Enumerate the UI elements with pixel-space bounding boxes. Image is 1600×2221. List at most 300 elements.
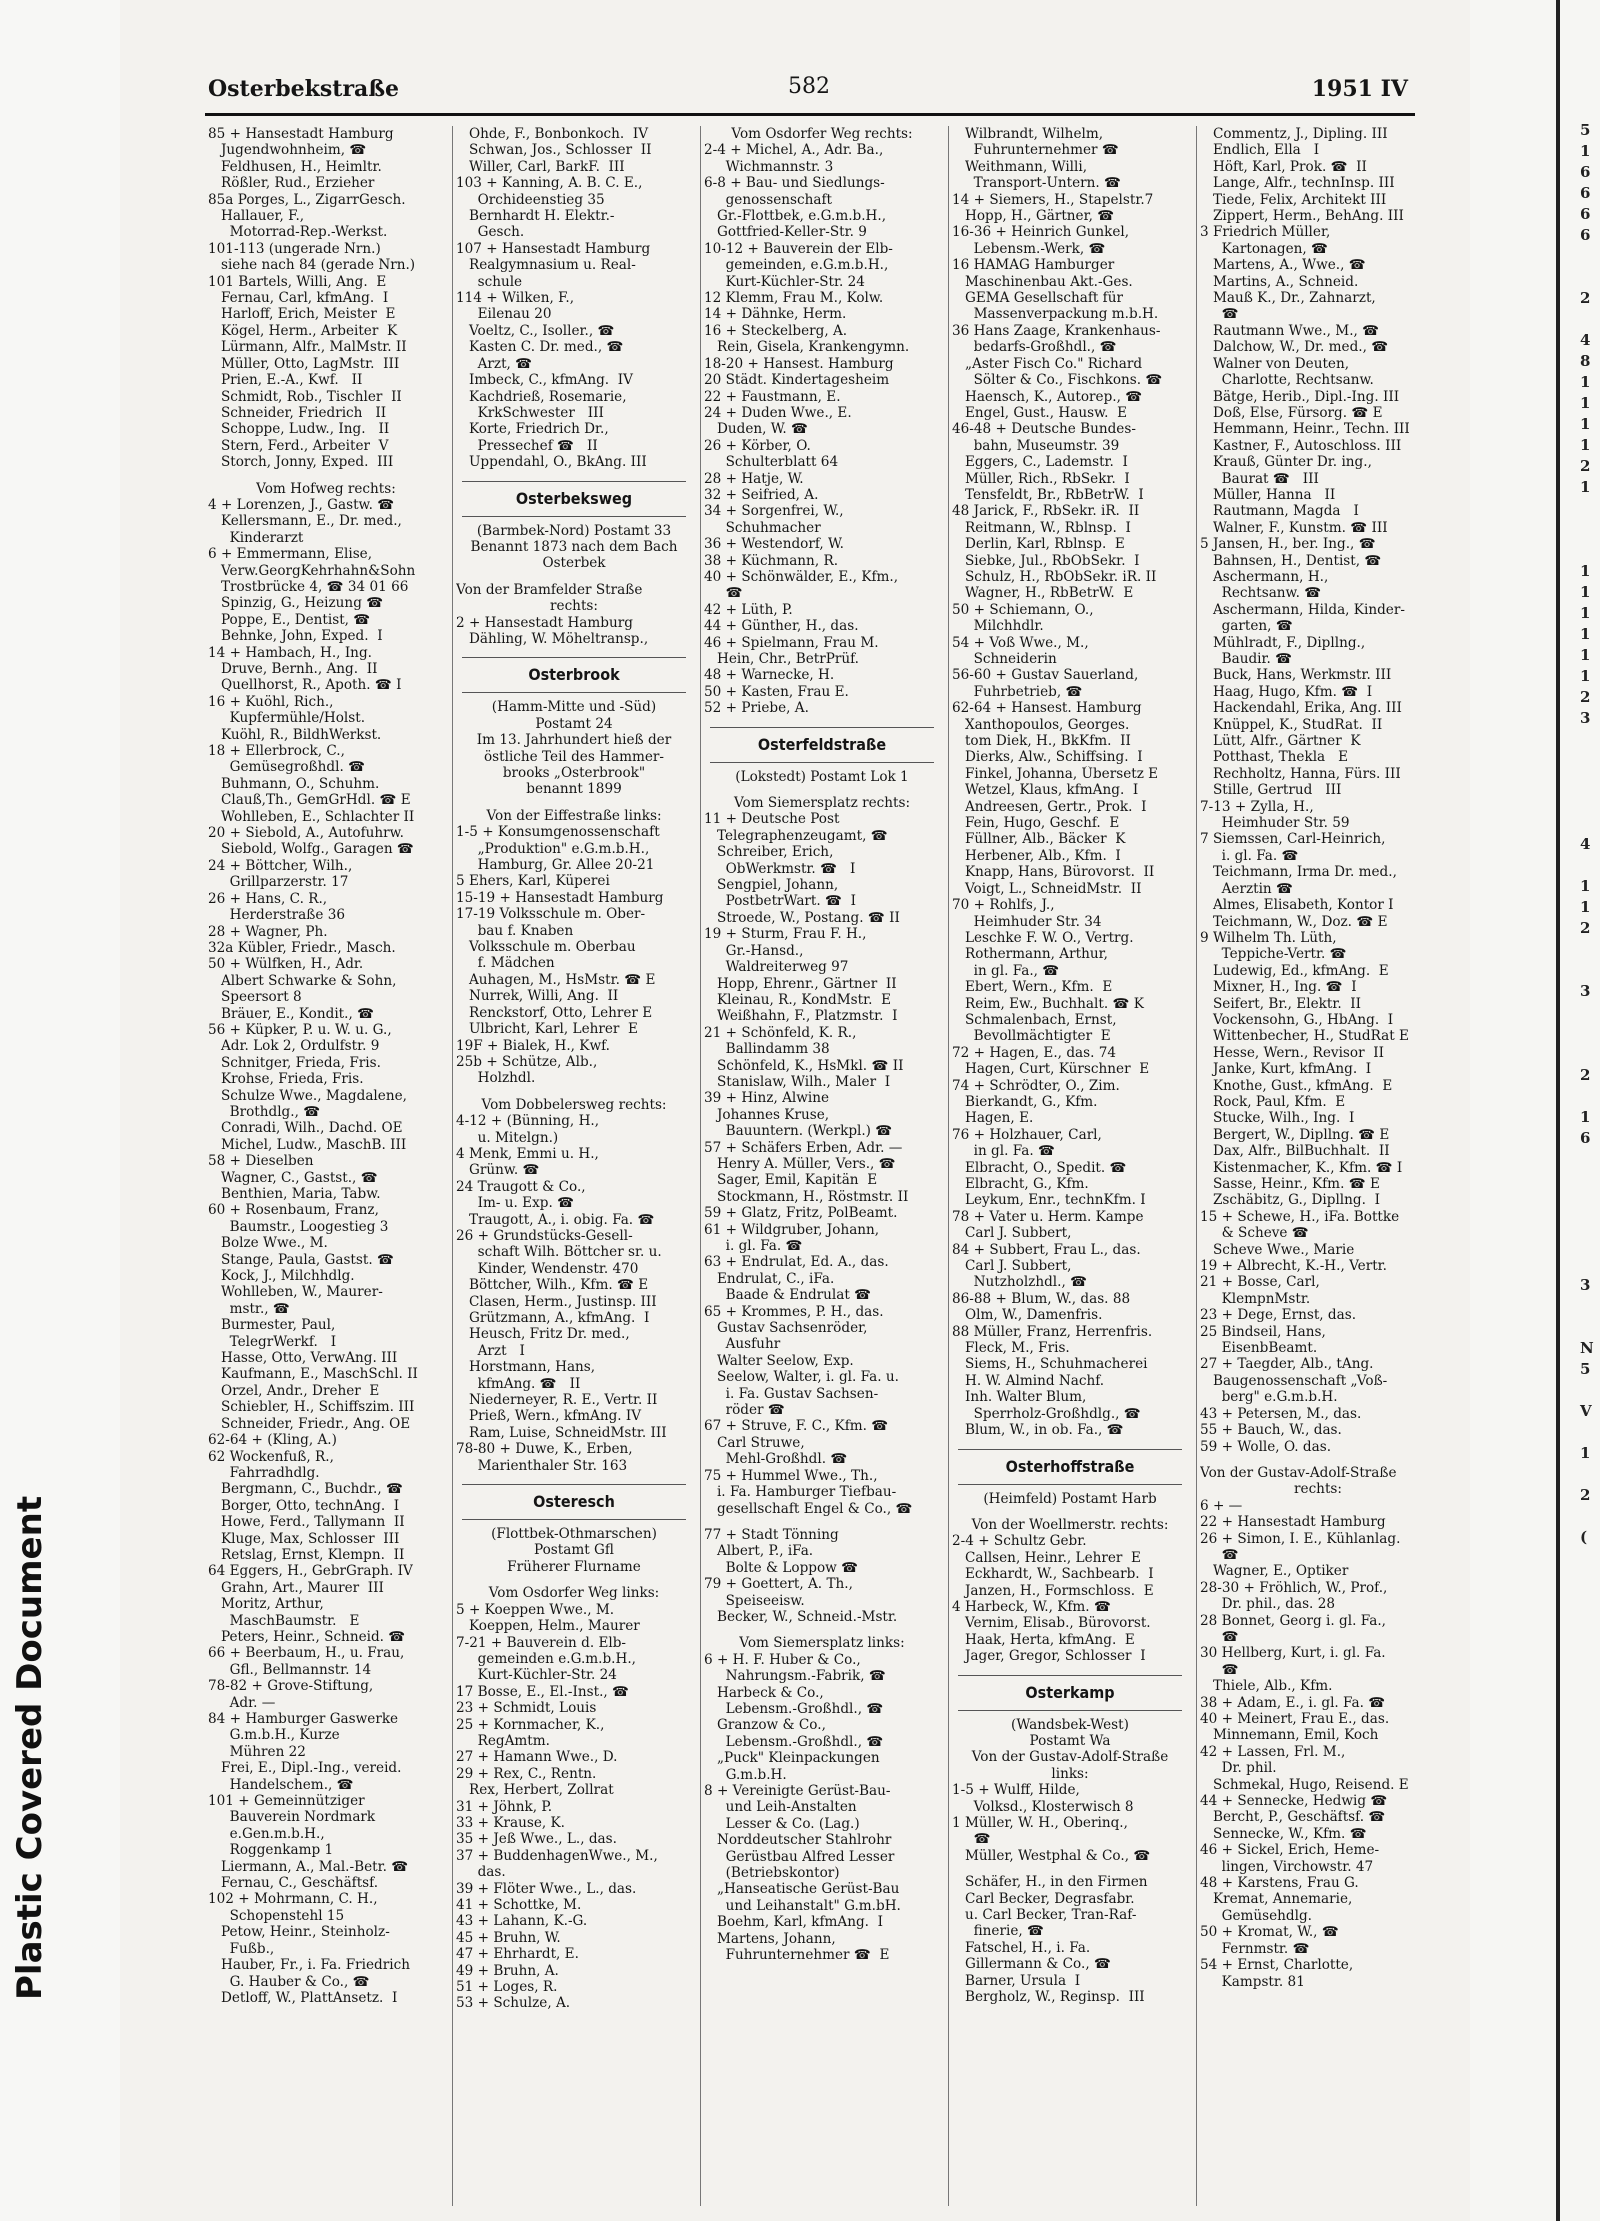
directory-entry: 36 Hans Zaage, Krankenhaus- bbox=[952, 322, 1161, 339]
directory-entry: 17 Bosse, E., El.-Inst., ☎ bbox=[456, 1683, 629, 1700]
directory-entry: 31 + Jöhnk, P. bbox=[456, 1798, 553, 1815]
directory-entry: 63 + Endrulat, Ed. A., das. bbox=[704, 1254, 889, 1271]
directory-entry: Ram, Luise, SchneidMstr. III bbox=[456, 1424, 667, 1441]
fore-edge-char bbox=[1580, 1149, 1600, 1170]
directory-entry: 49 + Bruhn, A. bbox=[456, 1962, 559, 1979]
directory-entry: Rock, Paul, Kfm. E bbox=[1200, 1093, 1346, 1110]
fore-edge-char: 1 bbox=[1580, 877, 1591, 895]
directory-entry: Martins, A., Schneid. bbox=[1200, 273, 1359, 290]
directory-entry: Siebke, Jul., RbObSekr. I bbox=[952, 552, 1140, 569]
directory-entry: Eckhardt, W., Sachbearb. I bbox=[952, 1566, 1154, 1583]
fore-edge-char bbox=[1580, 246, 1600, 267]
edition-year: 1951 IV bbox=[1311, 76, 1408, 102]
directory-entry: Voeltz, C., Isoller., ☎ bbox=[456, 322, 615, 339]
directory-entry: Schmidt, Rob., Tischler II bbox=[208, 388, 402, 405]
directory-entry: 19 + Albrecht, K.-H., Vertr. bbox=[1200, 1258, 1387, 1275]
directory-entry: Finkel, Johanna, Übersetz E bbox=[952, 765, 1159, 782]
directory-entry: Dr. phil. bbox=[1200, 1760, 1277, 1777]
column-1 bbox=[208, 126, 444, 2006]
fore-edge-char bbox=[1580, 771, 1600, 792]
directory-entry: Kluge, Max, Schlosser III bbox=[208, 1530, 400, 1547]
fore-edge-char bbox=[1580, 1422, 1600, 1443]
directory-entry: 9 Wilhelm Th. Lüth, bbox=[1200, 929, 1337, 946]
directory-entry: 25b + Schütze, Alb., bbox=[456, 1053, 598, 1070]
directory-entry: 18 + Ellerbrock, C., bbox=[208, 743, 345, 760]
street-section-heading bbox=[456, 481, 692, 517]
directory-entry: 101 + Gemeinnütziger bbox=[208, 1793, 365, 1810]
directory-entry: Fuhrunternehmer ☎ bbox=[952, 142, 1119, 159]
spacer bbox=[456, 1087, 692, 1097]
directory-entry: 7-21 + Bauverein d. Elb- bbox=[456, 1634, 627, 1651]
directory-entry: Kinderarzt bbox=[208, 529, 304, 546]
directory-entry: Wohlleben, W., Maurer- bbox=[208, 1284, 383, 1301]
directory-entry: Sölter & Co., Fischkons. ☎ bbox=[952, 372, 1163, 389]
directory-entry: Hein, Chr., BetrPrüf. bbox=[704, 651, 859, 667]
directory-entry: Elbracht, G., Kfm. bbox=[952, 1176, 1089, 1192]
directory-entry: Lesser & Co. (Lag.) bbox=[704, 1815, 860, 1832]
directory-entry: bau f. Knaben bbox=[456, 922, 574, 939]
directory-entry: 21 + Schönfeld, K. R., bbox=[704, 1024, 857, 1041]
directory-entry: 5 Ehers, Karl, Küperei bbox=[456, 873, 610, 890]
directory-entry: Schönfeld, K., HsMkl. ☎ II bbox=[704, 1057, 904, 1074]
fore-edge-char: 1 bbox=[1580, 436, 1591, 454]
directory-entry: RegAmtm. bbox=[456, 1732, 550, 1749]
directory-entry: 46-48 + Deutsche Bundes- bbox=[952, 421, 1136, 438]
directory-entry: 24 Traugott & Co., bbox=[456, 1178, 586, 1195]
directory-entry: Massenverpackung m.b.H. bbox=[952, 306, 1159, 323]
street-info-line: (Heimfeld) Postamt Harb bbox=[983, 1490, 1157, 1507]
directory-entry: 64 Eggers, H., GebrGraph. IV bbox=[208, 1563, 413, 1580]
directory-entry: Ohde, F., Bonbonkoch. IV bbox=[456, 126, 649, 142]
directory-entry: bahn, Museumstr. 39 bbox=[952, 437, 1120, 454]
directory-entry: Olm, W., Damenfris. bbox=[952, 1307, 1103, 1324]
directory-entry: Leschke F. W. O., Vertrg. bbox=[952, 929, 1134, 946]
directory-entry: 65 + Krommes, P. H., das. bbox=[704, 1303, 884, 1320]
spacer bbox=[952, 1864, 1188, 1874]
directory-entry: 36 + Westendorf, W. bbox=[704, 536, 844, 553]
fore-edge-char bbox=[1580, 1233, 1600, 1254]
directory-entry: i. gl. Fa. ☎ bbox=[704, 1238, 803, 1254]
directory-entry: 56 + Küpker, P. u. W. u. G., bbox=[208, 1021, 392, 1038]
directory-entry: Speersort 8 bbox=[208, 989, 302, 1006]
directory-entry: Renckstorf, Otto, Lehrer E bbox=[456, 1004, 653, 1021]
directory-entry: Scheve Wwe., Marie bbox=[1200, 1241, 1355, 1258]
directory-entry: Jager, Gregor, Schlosser I bbox=[952, 1648, 1146, 1665]
directory-entry: schule bbox=[456, 273, 523, 290]
directory-entry: 103 + Kanning, A. B. C. E., bbox=[456, 175, 643, 192]
direction-heading: rechts: bbox=[550, 598, 598, 615]
directory-entry: 30 Hellberg, Kurt, i. gl. Fa. bbox=[1200, 1645, 1386, 1662]
directory-entry: f. Mädchen bbox=[456, 955, 555, 972]
directory-entry: KlempnMstr. bbox=[1200, 1290, 1311, 1307]
directory-entry: Bergmann, C., Buchdr., ☎ bbox=[208, 1481, 403, 1498]
directory-entry: Adr. Lok 2, Ordulfstr. 9 bbox=[208, 1038, 380, 1055]
direction-heading: Von der Woellmerstr. rechts: bbox=[971, 1516, 1169, 1533]
directory-entry: 16 HAMAG Hamburger bbox=[952, 257, 1115, 274]
directory-entry: Kremat, Annemarie, bbox=[1200, 1891, 1353, 1908]
directory-entry: Walner, F., Kunstm. ☎ III bbox=[1200, 519, 1388, 536]
directory-entry: 59 + Glatz, Fritz, PolBeamt. bbox=[704, 1205, 898, 1222]
fore-edge-char bbox=[1580, 1569, 1600, 1590]
directory-entry: Nahrungsm.-Fabrik, ☎ bbox=[704, 1668, 886, 1685]
directory-entry: 79 + Goettert, A. Th., bbox=[704, 1576, 853, 1593]
directory-entry: „Aster Fisch Co." Richard bbox=[952, 355, 1143, 372]
directory-entry: gemeinden, e.G.m.b.H., bbox=[704, 257, 889, 274]
directory-entry: Schulze Wwe., Magdalene, bbox=[208, 1087, 407, 1104]
directory-entry: 25 + Kornmacher, K., bbox=[456, 1716, 605, 1733]
directory-entry: Stern, Ferd., Arbeiter V bbox=[208, 437, 389, 454]
directory-entry: Haak, Herta, kfmAng. E bbox=[952, 1631, 1135, 1648]
street-section-heading bbox=[952, 1675, 1188, 1711]
directory-entry: Aschermann, Hilda, Kinder- bbox=[1200, 601, 1405, 618]
directory-entry: Andreesen, Gertr., Prok. I bbox=[952, 798, 1147, 815]
fore-edge-char: 1 bbox=[1580, 142, 1591, 160]
directory-entry: Speiseeisw. bbox=[704, 1592, 805, 1609]
directory-entry: 3 Friedrich Müller, bbox=[1200, 224, 1331, 241]
fore-edge-char: 1 bbox=[1580, 373, 1591, 391]
directory-entry: „Puck" Kleinpackungen bbox=[704, 1750, 880, 1767]
directory-entry: Prien, E.-A., Kwf. II bbox=[208, 372, 363, 389]
directory-entry: 26 + Körber, O. bbox=[704, 437, 811, 454]
directory-entry: Müller, Westphal & Co., ☎ bbox=[952, 1847, 1151, 1864]
directory-entry: Vernim, Elisab., Bürovorst. bbox=[952, 1615, 1151, 1632]
directory-entry: Rößler, Rud., Erzieher bbox=[208, 175, 375, 192]
directory-entry: Böttcher, Wilh., Kfm. ☎ E bbox=[456, 1277, 649, 1294]
directory-entry: Leykum, Enr., technKfm. I bbox=[952, 1192, 1146, 1209]
fore-edge-char bbox=[1580, 792, 1600, 813]
directory-entry: tom Diek, H., BkKfm. II bbox=[952, 733, 1131, 750]
directory-entry: Charlotte, Rechtsanw. bbox=[1200, 372, 1374, 389]
street-info-line: Im 13. Jahrhundert hieß der bbox=[476, 732, 672, 749]
directory-entry: 7 Siemssen, Carl-Heinrich, bbox=[1200, 831, 1386, 848]
directory-entry: 50 + Wülfken, H., Adr. bbox=[208, 956, 364, 973]
directory-entry: Im- u. Exp. ☎ bbox=[456, 1195, 575, 1212]
directory-entry: 11 + Deutsche Post bbox=[704, 811, 840, 828]
directory-entry: Holzhdl. bbox=[456, 1070, 536, 1087]
section-rule bbox=[462, 692, 686, 693]
section-rule bbox=[958, 1710, 1182, 1711]
plastic-covered-stamp: Plastic Covered Document bbox=[10, 1495, 50, 2000]
directory-entry: Thiele, Alb., Kfm. bbox=[1200, 1678, 1333, 1695]
directory-entry: Rein, Gisela, Krankengymn. bbox=[704, 339, 910, 356]
directory-entry: 102 + Mohrmann, C. H., bbox=[208, 1891, 378, 1908]
directory-entry: 50 + Kasten, Frau E. bbox=[704, 683, 849, 700]
directory-entry: Rautmann Wwe., M., ☎ bbox=[1200, 322, 1380, 339]
directory-entry: Gr.-Hansd., bbox=[704, 942, 804, 959]
directory-entry: TelegrWerkf. I bbox=[208, 1333, 337, 1350]
directory-entry: Bauuntern. (Werkpl.) ☎ bbox=[704, 1123, 893, 1140]
directory-entry: 46 + Spielmann, Frau M. bbox=[704, 634, 879, 651]
directory-entry: 42 + Lassen, Frl. M., bbox=[1200, 1743, 1346, 1760]
directory-entry: Rechtsanw. ☎ bbox=[1200, 585, 1322, 602]
directory-entry: 114 + Wilken, F., bbox=[456, 290, 575, 307]
directory-entry: ☎ bbox=[952, 1831, 991, 1848]
directory-entry: Gesch. bbox=[456, 224, 525, 241]
directory-entry: Schmalenbach, Ernst, bbox=[952, 1011, 1117, 1028]
directory-entry: Bergert, W., Dipllng. ☎ E bbox=[1200, 1126, 1390, 1143]
directory-entry: EisenbBeamt. bbox=[1200, 1340, 1318, 1357]
directory-entry: Henry A. Müller, Vers., ☎ bbox=[704, 1155, 896, 1172]
fore-edge-char bbox=[1580, 939, 1600, 960]
directory-entry: Martens, Johann, bbox=[704, 1930, 836, 1947]
directory-entry: Teppiche-Vertr. ☎ bbox=[1200, 946, 1347, 963]
directory-entry: Albert, P., iFa. bbox=[704, 1543, 814, 1560]
street-info-line: (Flottbek-Othmarschen) bbox=[491, 1526, 657, 1543]
directory-entry: Hesse, Wern., Revisor II bbox=[1200, 1044, 1384, 1061]
fore-edge-char: 6 bbox=[1580, 205, 1591, 223]
directory-entry: Handelschem., ☎ bbox=[208, 1776, 354, 1793]
directory-entry: 7-13 + Zylla, H., bbox=[1200, 798, 1314, 815]
column-divider bbox=[1196, 126, 1197, 2206]
directory-entry: 1-5 + Konsumgenossenschaft bbox=[456, 824, 660, 841]
directory-entry: Blum, W., in ob. Fa., ☎ bbox=[952, 1422, 1124, 1439]
directory-entry: Bauverein Nordmark bbox=[208, 1809, 376, 1826]
directory-entry: „Produktion" e.G.m.b.H., bbox=[456, 840, 650, 857]
directory-entry: Realgymnasium u. Real- bbox=[456, 257, 636, 274]
directory-entry: Füllner, Alb., Bäcker K bbox=[952, 831, 1126, 848]
directory-entry: Nutzholzhdl., ☎ bbox=[952, 1274, 1088, 1291]
directory-entry: Weithmann, Willi, bbox=[952, 158, 1088, 175]
directory-entry: Minnemann, Emil, Koch bbox=[1200, 1727, 1379, 1744]
directory-entry: Hagen, Curt, Kürschner E bbox=[952, 1061, 1150, 1078]
directory-entry: Zippert, Herm., BehAng. III bbox=[1200, 208, 1404, 225]
directory-entry: Kuöhl, R., BildhWerkst. bbox=[208, 726, 382, 743]
directory-entry: (Betriebskontor) bbox=[704, 1865, 840, 1882]
directory-entry: Carl Becker, Degrasfabr. bbox=[952, 1890, 1135, 1907]
directory-entry: MaschBaumstr. E bbox=[208, 1612, 360, 1629]
direction-heading: Vom Hofweg rechts: bbox=[256, 480, 396, 497]
directory-entry: 75 + Hummel Wwe., Th., bbox=[704, 1467, 878, 1484]
column-3 bbox=[704, 126, 940, 1963]
directory-entry: Koeppen, Helm., Maurer bbox=[456, 1618, 640, 1635]
directory-entry: 58 + Dieselben bbox=[208, 1153, 314, 1170]
directory-entry: Hopp, H., Gärtner, ☎ bbox=[952, 208, 1115, 225]
directory-entry: Marienthaler Str. 163 bbox=[456, 1457, 628, 1474]
directory-entry: Mehl-Großhdl. ☎ bbox=[704, 1451, 848, 1468]
directory-entry: Howe, Ferd., Tallymann II bbox=[208, 1514, 405, 1531]
directory-entry: 52 + Priebe, A. bbox=[704, 700, 809, 717]
directory-entry: Schulterblatt 64 bbox=[704, 454, 839, 471]
directory-entry: 42 + Lüth, P. bbox=[704, 601, 793, 618]
directory-entry: Peters, Heinr., Schneid. ☎ bbox=[208, 1628, 406, 1645]
directory-entry: Knothe, Gust., kfmAng. E bbox=[1200, 1077, 1393, 1094]
fore-edge-char: 1 bbox=[1580, 604, 1591, 622]
directory-entry: Auhagen, M., HsMstr. ☎ E bbox=[456, 971, 656, 988]
directory-entry: Commentz, J., Dipling. III bbox=[1200, 126, 1388, 142]
column-divider bbox=[948, 126, 949, 2206]
directory-entry: Roggenkamp 1 bbox=[208, 1842, 334, 1859]
directory-entry: Reim, Ew., Buchhalt. ☎ K bbox=[952, 995, 1144, 1012]
directory-entry: u. Mitelgn.) bbox=[456, 1129, 559, 1146]
directory-entry: Sengpiel, Johann, bbox=[704, 877, 839, 894]
directory-entry: Moritz, Arthur, bbox=[208, 1596, 324, 1613]
directory-entry: 32 + Seifried, A. bbox=[704, 486, 819, 503]
directory-entry: GEMA Gesellschaft für bbox=[952, 290, 1123, 307]
directory-entry: Gillermann & Co., ☎ bbox=[952, 1956, 1111, 1973]
directory-entry: & Scheve ☎ bbox=[1200, 1225, 1309, 1242]
directory-entry: Schiebler, H., Schiffszim. III bbox=[208, 1399, 415, 1416]
directory-entry: 6 + — bbox=[1200, 1497, 1243, 1514]
directory-entry: 14 + Hambach, H., Ing. bbox=[208, 644, 372, 661]
fore-edge-char: 5 bbox=[1580, 1360, 1591, 1378]
street-info-line: Postamt Gfl bbox=[534, 1542, 614, 1559]
directory-entry: 34 + Sorgenfrei, W., bbox=[704, 503, 844, 520]
fore-edge-char bbox=[1580, 309, 1600, 330]
directory-entry: 57 + Schäfers Erben, Adr. — bbox=[704, 1139, 903, 1156]
fore-edge-char: 2 bbox=[1580, 457, 1591, 475]
directory-entry: 43 + Lahann, K.-G. bbox=[456, 1913, 588, 1930]
directory-entry: Schmekal, Hugo, Reisend. E bbox=[1200, 1776, 1409, 1793]
directory-entry: Endrulat, C., iFa. bbox=[704, 1270, 835, 1287]
directory-entry: 2-4 + Michel, A., Adr. Ba., bbox=[704, 142, 884, 159]
directory-entry: Heusch, Fritz Dr. med., bbox=[456, 1326, 630, 1343]
directory-entry: Von der Gustav-Adolf-Straße bbox=[1200, 1464, 1397, 1481]
directory-entry: Buck, Hans, Werkmstr. III bbox=[1200, 667, 1392, 684]
directory-entry: Kleinau, R., KondMstr. E bbox=[704, 991, 891, 1008]
directory-entry: Almes, Elisabeth, Kontor I bbox=[1200, 897, 1394, 914]
directory-entry: Janzen, H., Formschloss. E bbox=[952, 1582, 1154, 1599]
directory-entry: 16-36 + Heinrich Gunkel, bbox=[952, 224, 1130, 241]
directory-entry: Hauber, Fr., i. Fa. Friedrich bbox=[208, 1957, 410, 1974]
directory-entry: Telegraphenzeugamt, ☎ bbox=[704, 827, 888, 844]
directory-entry: Kartonagen, ☎ bbox=[1200, 240, 1328, 257]
directory-entry: Seifert, Br., Elektr. II bbox=[1200, 995, 1362, 1012]
section-rule bbox=[462, 657, 686, 658]
directory-entry: 17-19 Volksschule m. Ober- bbox=[456, 906, 646, 923]
directory-entry: Tiede, Felix, Architekt III bbox=[1200, 191, 1387, 208]
directory-entry: Rex, Herbert, Zollrat bbox=[456, 1782, 614, 1799]
directory-entry: und Leihanstalt" G.m.bH. bbox=[704, 1897, 901, 1914]
street-section-heading bbox=[456, 657, 692, 693]
directory-entry: Behnke, John, Exped. I bbox=[208, 628, 383, 645]
directory-entry: Bergholz, W., Reginsp. III bbox=[952, 1989, 1145, 2006]
directory-entry: Müller, Hanna II bbox=[1200, 486, 1336, 503]
directory-entry: Liermann, A., Mal.-Betr. ☎ bbox=[208, 1858, 409, 1875]
directory-entry: Bräuer, E., Kondit., ☎ bbox=[208, 1005, 375, 1022]
directory-entry: Motorrad-Rep.-Werkst. bbox=[208, 224, 388, 241]
directory-entry: Mixner, H., Ing. ☎ I bbox=[1200, 979, 1357, 996]
fore-edge-char: 1 bbox=[1580, 1444, 1591, 1462]
spacer bbox=[704, 1517, 940, 1527]
fore-edge-char: 6 bbox=[1580, 184, 1591, 202]
directory-entry: Frei, E., Dipl.-Ing., vereid. bbox=[208, 1760, 402, 1777]
directory-entry: siehe nach 84 (gerade Nrn.) bbox=[208, 257, 416, 274]
directory-entry: Bolze Wwe., M. bbox=[208, 1235, 328, 1252]
directory-entry: Teichmann, Irma Dr. med., bbox=[1200, 864, 1397, 881]
directory-entry: Baade & Endrulat ☎ bbox=[704, 1287, 872, 1304]
direction-heading: Vom Osdorfer Weg links: bbox=[488, 1585, 660, 1602]
fore-edge-char bbox=[1580, 1170, 1600, 1191]
directory-entry: Arzt I bbox=[456, 1342, 525, 1359]
directory-entry: Carl J. Subbert, bbox=[952, 1258, 1072, 1275]
directory-entry: Siems, H., Schuhmacherei bbox=[952, 1356, 1148, 1373]
directory-entry: Hackendahl, Erika, Ang. III bbox=[1200, 700, 1402, 717]
directory-entry: Jugendwohnheim, ☎ bbox=[208, 142, 367, 159]
directory-entry: Heimhuder Str. 59 bbox=[1200, 815, 1350, 832]
spacer bbox=[456, 798, 692, 808]
fore-edge-char bbox=[1580, 855, 1600, 876]
directory-entry: Sperrholz-Großhdlg., ☎ bbox=[952, 1405, 1141, 1422]
directory-entry: Kurt-Küchler-Str. 24 bbox=[704, 273, 865, 290]
directory-entry: Fernmstr. ☎ bbox=[1200, 1940, 1310, 1957]
directory-entry: Horstmann, Hans, bbox=[456, 1359, 596, 1376]
directory-entry: PostbetrWart. ☎ I bbox=[704, 893, 856, 910]
directory-entry: Gfl., Bellmannstr. 14 bbox=[208, 1661, 372, 1678]
directory-entry: Harloff, Erich, Meister E bbox=[208, 306, 396, 323]
direction-heading: Vom Osdorfer Weg rechts: bbox=[731, 126, 913, 142]
directory-entry: 12 Klemm, Frau M., Kolw. bbox=[704, 290, 884, 307]
directory-entry: Zschäbitz, G., Dipllng. I bbox=[1200, 1192, 1380, 1209]
directory-entry: Maschinenbau Akt.-Ges. bbox=[952, 273, 1133, 290]
directory-entry: 62 Wockenfuß, R., bbox=[208, 1448, 334, 1465]
street-info-line: (Barmbek-Nord) Postamt 33 bbox=[476, 522, 672, 539]
directory-entry: ObWerkmstr. ☎ I bbox=[704, 860, 856, 877]
directory-entry: 60 + Rosenbaum, Franz, bbox=[208, 1202, 379, 1219]
directory-entry: Kaufmann, E., MaschSchl. II bbox=[208, 1366, 418, 1383]
fore-edge-char: ( bbox=[1580, 1528, 1588, 1546]
street-section-heading bbox=[952, 1449, 1188, 1485]
directory-entry: Storch, Jonny, Exped. III bbox=[208, 454, 394, 471]
directory-entry: 4 Menk, Emmi u. H., bbox=[456, 1145, 599, 1162]
directory-entry: Stille, Gertrud III bbox=[1200, 782, 1342, 799]
directory-entry: 27 + Hamann Wwe., D. bbox=[456, 1749, 618, 1766]
directory-entry: 21 + Bosse, Carl, bbox=[1200, 1274, 1320, 1291]
directory-entry: Gr.-Flottbek, e.G.m.b.H., bbox=[704, 208, 887, 225]
section-rule bbox=[462, 1519, 686, 1520]
directory-entry: Verw.GeorgKehrhahn&Sohn bbox=[208, 562, 416, 579]
directory-entry: Gottfried-Keller-Str. 9 bbox=[704, 224, 867, 241]
directory-entry: Dähling, W. Möheltransp., bbox=[456, 630, 649, 647]
directory-entry: 24 + Duden Wwe., E. bbox=[704, 404, 852, 421]
directory-entry: Lange, Alfr., technInsp. III bbox=[1200, 175, 1395, 192]
directory-entry: 26 + Hans, C. R., bbox=[208, 890, 328, 907]
section-rule bbox=[462, 481, 686, 482]
directory-entry: gemeinden e.G.m.b.H., bbox=[456, 1650, 637, 1667]
directory-entry: Hemmann, Heinr., Techn. III bbox=[1200, 421, 1410, 438]
directory-entry: 2-4 + Schultz Gebr. bbox=[952, 1533, 1087, 1550]
directory-entry: Orzel, Andr., Dreher E bbox=[208, 1382, 380, 1399]
directory-entry: 48 + Karstens, Frau G. bbox=[1200, 1875, 1359, 1892]
section-rule bbox=[462, 516, 686, 517]
directory-entry: Fahrradhdlg. bbox=[208, 1464, 320, 1481]
street-info-line: (Wandsbek-West) bbox=[1011, 1716, 1129, 1733]
directory-entry: Fußb., bbox=[208, 1940, 275, 1957]
directory-entry: Schneider, Friedrich II bbox=[208, 404, 387, 421]
spacer bbox=[952, 1507, 1188, 1517]
directory-entry: Fatschel, H., i. Fa. bbox=[952, 1939, 1091, 1956]
directory-entry: 44 + Günther, H., das. bbox=[704, 618, 859, 635]
directory-entry: Schreiber, Erich, bbox=[704, 844, 834, 861]
directory-entry: i. gl. Fa. ☎ bbox=[1200, 847, 1299, 864]
fore-edge-char: 1 bbox=[1580, 415, 1591, 433]
street-name: Osterhoffstraße bbox=[1005, 1456, 1135, 1476]
directory-entry: Conradi, Wilh., Dachd. OE bbox=[208, 1120, 403, 1137]
directory-entry: 56-60 + Gustav Sauerland, bbox=[952, 667, 1139, 684]
directory-entry: 45 + Bruhn, W. bbox=[456, 1929, 561, 1946]
directory-entry: Sager, Emil, Kapitän E bbox=[704, 1172, 878, 1189]
directory-entry: Boehm, Karl, kfmAng. I bbox=[704, 1914, 883, 1931]
street-name: Osterbeksweg bbox=[515, 488, 633, 508]
directory-entry: genossenschaft bbox=[704, 191, 832, 208]
directory-entry: u. Carl Becker, Tran-Raf- bbox=[952, 1907, 1137, 1924]
directory-entry: Schoppe, Ludw., Ing. II bbox=[208, 421, 390, 438]
directory-entry: Grünw. ☎ bbox=[456, 1162, 540, 1179]
directory-entry: 85a Porges, L., ZigarrGesch. bbox=[208, 191, 406, 208]
directory-entry: 1-5 + Wulff, Hilde, bbox=[952, 1782, 1080, 1799]
directory-entry: 4 + Lorenzen, J., Gastw. ☎ bbox=[208, 496, 395, 513]
directory-entry: 50 + Schiemann, O., bbox=[952, 601, 1094, 618]
directory-entry: Heimhuder Str. 34 bbox=[952, 913, 1102, 930]
